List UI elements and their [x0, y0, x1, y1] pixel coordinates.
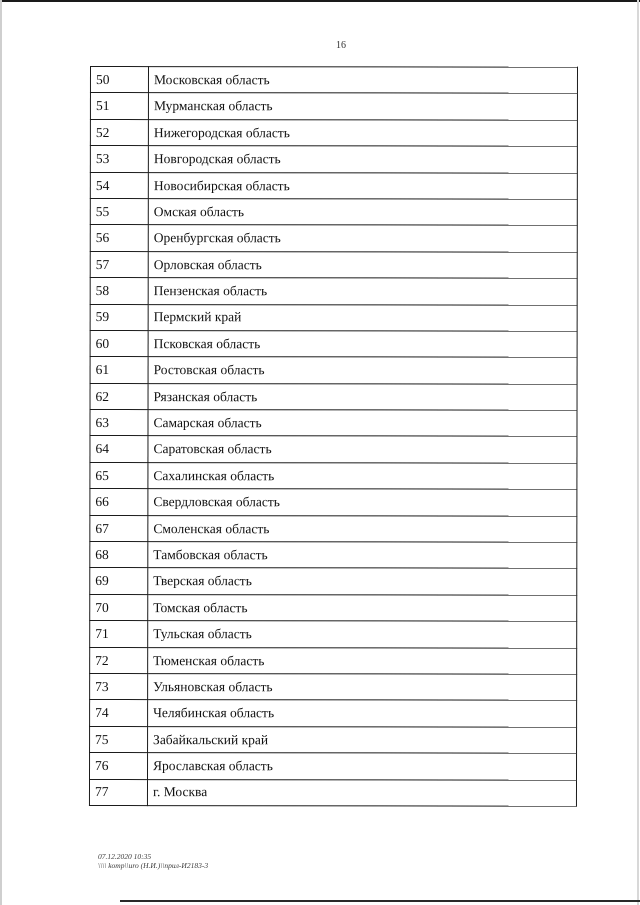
row-number-cell: 77	[89, 779, 147, 805]
row-number-cell: 72	[90, 647, 148, 673]
row-number-cell: 60	[90, 330, 148, 356]
regions-table-body	[89, 67, 577, 807]
row-number-cell: 61	[90, 357, 148, 383]
footer-doc-reference: \\\\ komp\\uro (Н.И.)\\прил-И2183-3	[98, 861, 209, 870]
table-row	[90, 119, 577, 146]
region-name-cell: г. Москва	[147, 779, 576, 806]
regions-table	[89, 66, 578, 807]
table-row	[90, 383, 577, 410]
region-name-cell: Тюменская область	[148, 647, 577, 674]
region-name-cell: Ярославская область	[148, 753, 577, 780]
region-name-cell: Ростовская область	[148, 357, 577, 384]
table-row	[90, 542, 577, 569]
row-number-cell: 73	[90, 673, 148, 699]
region-name-cell: Тверская область	[148, 568, 577, 595]
table-row	[90, 278, 577, 305]
region-name-cell: Оренбургская область	[148, 225, 577, 252]
region-name-cell: Смоленская область	[148, 515, 577, 542]
region-name-cell: Новосибирская область	[148, 172, 577, 199]
row-number-cell: 75	[90, 726, 148, 752]
region-name-cell: Саратовская область	[148, 436, 577, 463]
footer-timestamp: 07.12.2020 10:35	[98, 852, 152, 861]
scan-edge-top	[0, 0, 640, 2]
table-row	[90, 198, 577, 225]
table-row	[90, 462, 577, 489]
region-name-cell: Рязанская область	[148, 383, 577, 410]
region-name-cell: Пензенская область	[148, 278, 577, 305]
row-number-cell: 68	[90, 542, 148, 568]
row-number-cell: 71	[90, 621, 148, 647]
row-number-cell: 59	[90, 304, 148, 330]
scan-edge-right	[637, 0, 639, 905]
page-number: 16	[336, 40, 346, 51]
region-name-cell: Ульяновская область	[148, 674, 577, 701]
region-name-cell: Забайкальский край	[148, 726, 577, 753]
row-number-cell: 66	[90, 489, 148, 515]
region-name-cell: Челябинская область	[148, 700, 577, 727]
table-row	[90, 67, 577, 94]
scan-edge-left	[0, 0, 2, 905]
table-row	[90, 568, 577, 595]
row-number-cell: 56	[90, 225, 148, 251]
scan-edge-bottom	[120, 900, 640, 902]
table-row	[90, 251, 577, 278]
region-name-cell: Свердловская область	[148, 489, 577, 516]
region-name-cell: Мурманская область	[148, 93, 577, 120]
region-name-cell: Пермский край	[148, 304, 577, 331]
document-footer	[98, 852, 208, 870]
region-name-cell: Самарская область	[148, 410, 577, 437]
region-name-cell: Тамбовская область	[148, 542, 577, 569]
table-row	[90, 225, 577, 252]
region-name-cell: Псковская область	[148, 330, 577, 357]
table-row	[90, 410, 577, 437]
row-number-cell: 63	[90, 410, 148, 436]
region-name-cell: Тульская область	[148, 621, 577, 648]
row-number-cell: 54	[90, 172, 148, 198]
table-row	[90, 330, 577, 357]
table-row	[89, 779, 576, 806]
table-row	[90, 146, 577, 173]
row-number-cell: 76	[90, 753, 148, 779]
row-number-cell: 64	[90, 436, 148, 462]
table-row	[90, 515, 577, 542]
row-number-cell: 70	[90, 594, 148, 620]
table-row	[90, 673, 577, 700]
region-name-cell: Московская область	[148, 67, 577, 94]
table-row	[90, 93, 577, 120]
row-number-cell: 65	[90, 462, 148, 488]
row-number-cell: 51	[90, 93, 148, 119]
table-row	[90, 304, 577, 331]
row-number-cell: 69	[90, 568, 148, 594]
region-name-cell: Нижегородская область	[148, 119, 577, 146]
region-name-cell: Новгородская область	[148, 146, 577, 173]
row-number-cell: 53	[90, 146, 148, 172]
table-row	[90, 357, 577, 384]
table-row	[90, 700, 577, 727]
row-number-cell: 67	[90, 515, 148, 541]
row-number-cell: 55	[90, 198, 148, 224]
region-name-cell: Омская область	[148, 199, 577, 226]
row-number-cell: 57	[90, 251, 148, 277]
region-name-cell: Томская область	[148, 594, 577, 621]
row-number-cell: 74	[90, 700, 148, 726]
table-row	[90, 172, 577, 199]
row-number-cell: 62	[90, 383, 148, 409]
table-row	[90, 594, 577, 621]
table-row	[90, 436, 577, 463]
row-number-cell: 58	[90, 278, 148, 304]
region-name-cell: Сахалинская область	[148, 462, 577, 489]
table-row	[90, 621, 577, 648]
row-number-cell: 52	[90, 119, 148, 145]
table-row	[90, 489, 577, 516]
table-row	[90, 753, 577, 780]
table-row	[90, 726, 577, 753]
table-row	[90, 647, 577, 674]
region-name-cell: Орловская область	[148, 251, 577, 278]
row-number-cell: 50	[90, 67, 148, 93]
